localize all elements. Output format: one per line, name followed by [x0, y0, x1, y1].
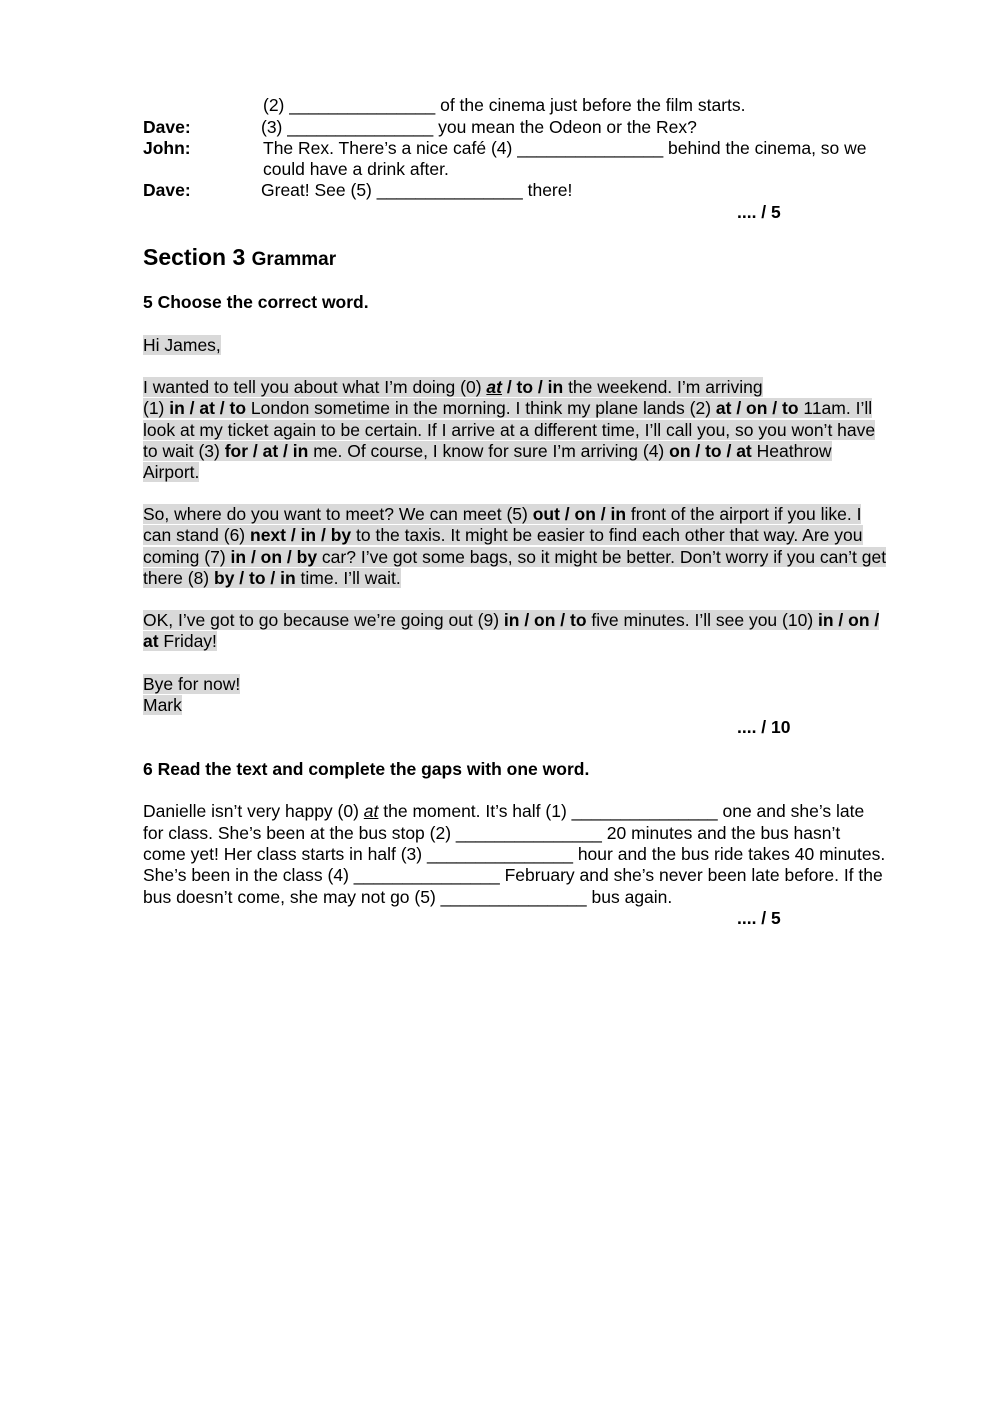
text: OK, I’ve got to go because we’re going out (9) [143, 610, 504, 630]
dialogue-line-3: (3) _______________ you mean the Odeon or the Rex? [261, 117, 697, 137]
choice-options-7[interactable]: in / on / by [230, 547, 318, 567]
signoff [143, 674, 240, 695]
text: Danielle isn’t very happy (0) [143, 801, 364, 821]
text: Heathrow [751, 441, 832, 461]
choice-options-10a[interactable]: in / on / [818, 610, 880, 630]
dialogue-line-5: Great! See (5) _______________ there! [261, 180, 573, 200]
speaker-john: John: [143, 138, 191, 158]
text: me. Of course, I know for sure I’m arriving (4) [308, 441, 670, 461]
text: 11am. I’ll [798, 398, 873, 418]
p1-line-2 [143, 398, 872, 419]
score-exercise-5: .... / 10 [737, 717, 791, 737]
section-subtitle: Grammar [251, 249, 337, 270]
p1-line-5 [143, 462, 199, 483]
ex6-line-4: She’s been in the class (4) _______________ February and she’s never been late before. If the [143, 865, 883, 885]
text: there (8) [143, 568, 214, 588]
ex6-line-2: for class. She’s been at the bus stop (2) _______________ 20 minutes and the bus hasn’t [143, 823, 841, 843]
choice-options-8[interactable]: by / to / in [214, 568, 296, 588]
ex6-line-5: bus doesn’t come, she may not go (5) _______________ bus again. [143, 887, 673, 907]
exercise-5-heading: 5 Choose the correct word. [143, 292, 369, 312]
text: So, where do you want to meet? We can meet (5) [143, 504, 533, 524]
text: car? I’ve got some bags, so it might be better. Don’t worry if you can’t get [317, 547, 887, 567]
dialogue-line-4b: could have a drink after. [263, 159, 449, 179]
text: can stand (6) [143, 525, 250, 545]
p2-line-3 [143, 547, 886, 568]
text: I wanted to tell you about what I’m doing (0) [143, 377, 487, 397]
choice-options-3[interactable]: for / at / in [224, 441, 309, 461]
speaker-dave: Dave: [143, 117, 191, 137]
score-dialogue: .... / 5 [737, 202, 781, 222]
text: Mark [143, 695, 182, 715]
signature-name [143, 695, 182, 716]
p1-line-1 [143, 377, 763, 398]
example-answer: at [486, 377, 502, 397]
exercise-6-heading: 6 Read the text and complete the gaps with one word. [143, 759, 590, 779]
p2-line-4 [143, 568, 401, 589]
text: time. I’ll wait. [295, 568, 401, 588]
text: to the taxis. It might be easier to find each other that way. Are you [351, 525, 863, 545]
p2-line-1 [143, 504, 861, 525]
choice-options-2[interactable]: at / on / to [715, 398, 799, 418]
text: five minutes. I’ll see you (10) [586, 610, 819, 630]
choice-options-0: / to / in [501, 377, 564, 397]
choice-options-9[interactable]: in / on / to [503, 610, 587, 630]
dialogue-line-2: (2) _______________ of the cinema just before the film starts. [263, 95, 746, 115]
p3-line-1 [143, 610, 879, 631]
p3-line-2 [143, 631, 217, 652]
text: the moment. It’s half (1) _______________ one and she’s late [378, 801, 865, 821]
letter-greeting [143, 335, 221, 356]
choice-options-6[interactable]: next / in / by [250, 525, 352, 545]
choice-options-1[interactable]: in / at / to [169, 398, 247, 418]
section-title [143, 242, 336, 275]
text: coming (7) [143, 547, 231, 567]
p1-line-3 [143, 420, 875, 441]
ex6-line-3: come yet! Her class starts in half (3) _______________ hour and the bus ride takes 40 minutes. [143, 844, 886, 864]
text: Airport. [143, 462, 200, 482]
text: (1) [143, 398, 170, 418]
text: to wait (3) [143, 441, 225, 461]
p2-line-2 [143, 525, 863, 546]
ex6-line-1 [143, 801, 864, 822]
text: Friday! [158, 631, 217, 651]
section-number: Section 3 [143, 244, 246, 270]
score-exercise-6: .... / 5 [737, 908, 781, 928]
greeting-text: Hi James, [143, 335, 221, 355]
choice-options-5[interactable]: out / on / in [532, 504, 627, 524]
speaker-dave: Dave: [143, 180, 191, 200]
text: the weekend. I’m arriving [563, 377, 763, 397]
text: London sometime in the morning. I think my plane lands (2) [246, 398, 716, 418]
text: front of the airport if you like. I [626, 504, 862, 524]
text: look at my ticket again to be certain. If I arrive at a different time, I’ll call you, so you won’t have [143, 420, 876, 440]
choice-options-4[interactable]: on / to / at [669, 441, 752, 461]
dialogue-line-4a: The Rex. There’s a nice café (4) _______________ behind the cinema, so we [263, 138, 867, 158]
text: Bye for now! [143, 674, 241, 694]
choice-options-10b[interactable]: at [143, 631, 159, 651]
p1-line-4 [143, 441, 832, 462]
example-answer: at [363, 801, 379, 821]
